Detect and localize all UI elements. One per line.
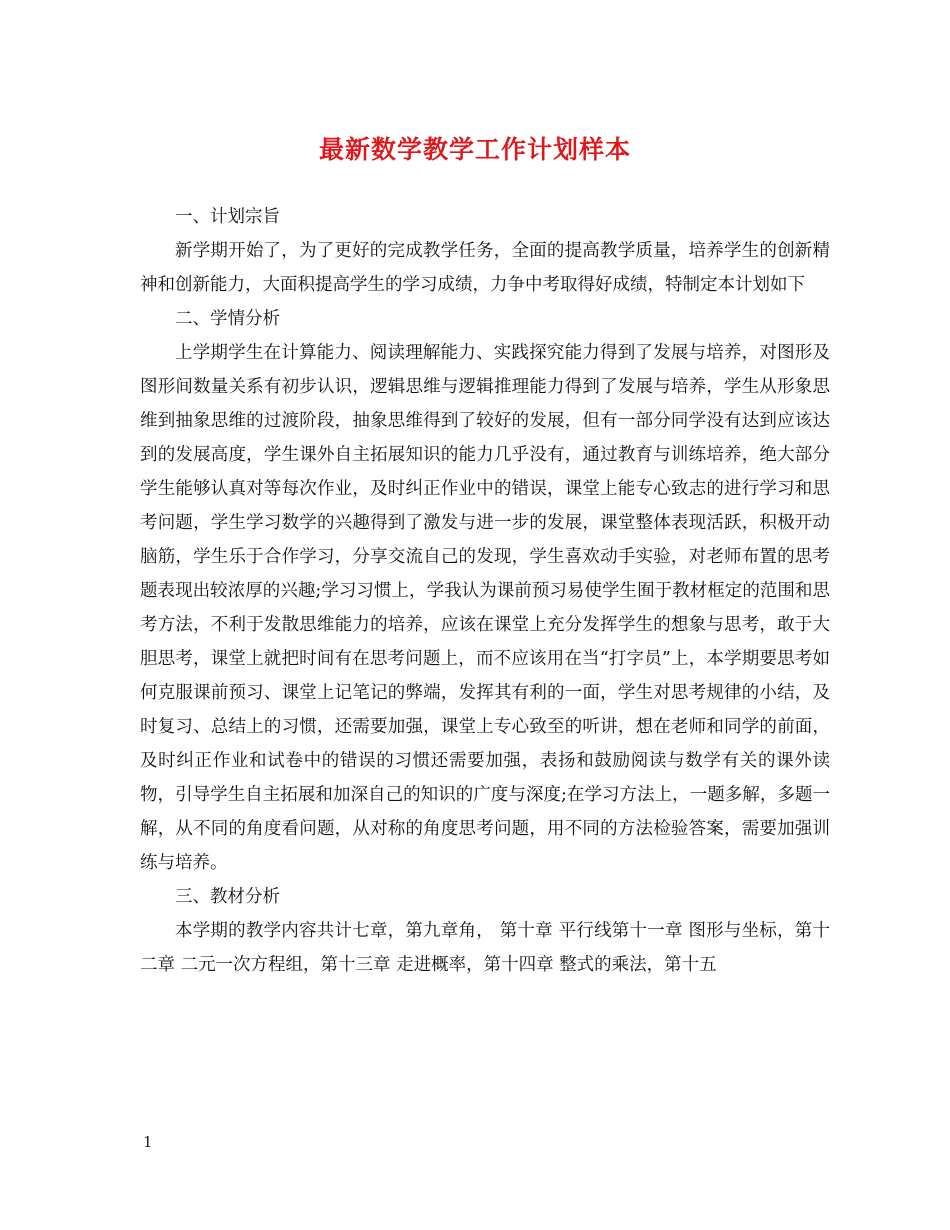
section-body-textbook-analysis: 本学期的教学内容共计七章，第九章角， 第十章 平行线第十一章 图形与坐标，第十二章 二元一次方程组，第十三章 走进概率，第十四章 整式的乘法，第十五 [140, 921, 830, 975]
section-body-purpose: 新学期开始了，为了更好的完成教学任务，全面的提高教学质量，培养学生的创新精神和创新能力，大面积提高学生的学习成绩，力争中考取得好成绩，特制定本计划如下 [140, 241, 830, 295]
document-body [140, 200, 830, 982]
section-heading-textbook-analysis: 三、教材分析 [175, 887, 280, 907]
document-title: 最新数学教学工作计划样本 [318, 135, 631, 164]
section-heading-purpose: 一、计划宗旨 [175, 207, 280, 227]
section-body-student-analysis: 上学期学生在计算能力、阅读理解能力、实践探究能力得到了发展与培养，对图形及图形间数量关系有初步认识，逻辑思维与逻辑推理能力得到了发展与培养，学生从形象思维到抽象思维的过渡阶段，抽象思维得到了较好的发展，但有一部分同学没有达到应该达到的发展高度，学生课外自主拓展知识的能力几乎没有，通过教育与训练培养，绝大部分学生能够认真对等每次作业，及时纠正作业中的错误，课堂上能专心致志的进行学习和思考问题，学生学习数学的兴趣得到了激发与进一步的发展，课堂整体表现活跃，积极开动脑筋，学生乐于合作学习，分享交流自己的发现，学生喜欢动手实验，对老师布置的思考题表现出较浓厚的兴趣;学习习惯上，学我认为课前预习易使学生囿于教材框定的范围和思考方法，不利于发散思维能力的培养，应该在课堂上充分发挥学生的想象与思考，敢于大胆思考，课堂上就把时间有在思考问题上，而不应该用在当“打字员”上，本学期要思考如何克服课前预习、课堂上记笔记的弊端，发挥其有利的一面，学生对思考规律的小结，及时复习、总结上的习惯，还需要加强，课堂上专心致至的听讲，想在老师和同学的前面，及时纠正作业和试卷中的错误的习惯还需要加强，表扬和鼓励阅读与数学有关的课外读物，引导学生自主拓展和加深自己的知识的广度与深度;在学习方法上，一题多解，多题一解，从不同的角度看问题，从对称的角度思考问题，用不同的方法检验答案，需要加强训练与培养。 [140, 343, 830, 873]
section-heading-student-analysis: 二、学情分析 [175, 309, 280, 329]
page-number: 1 [143, 1133, 153, 1151]
